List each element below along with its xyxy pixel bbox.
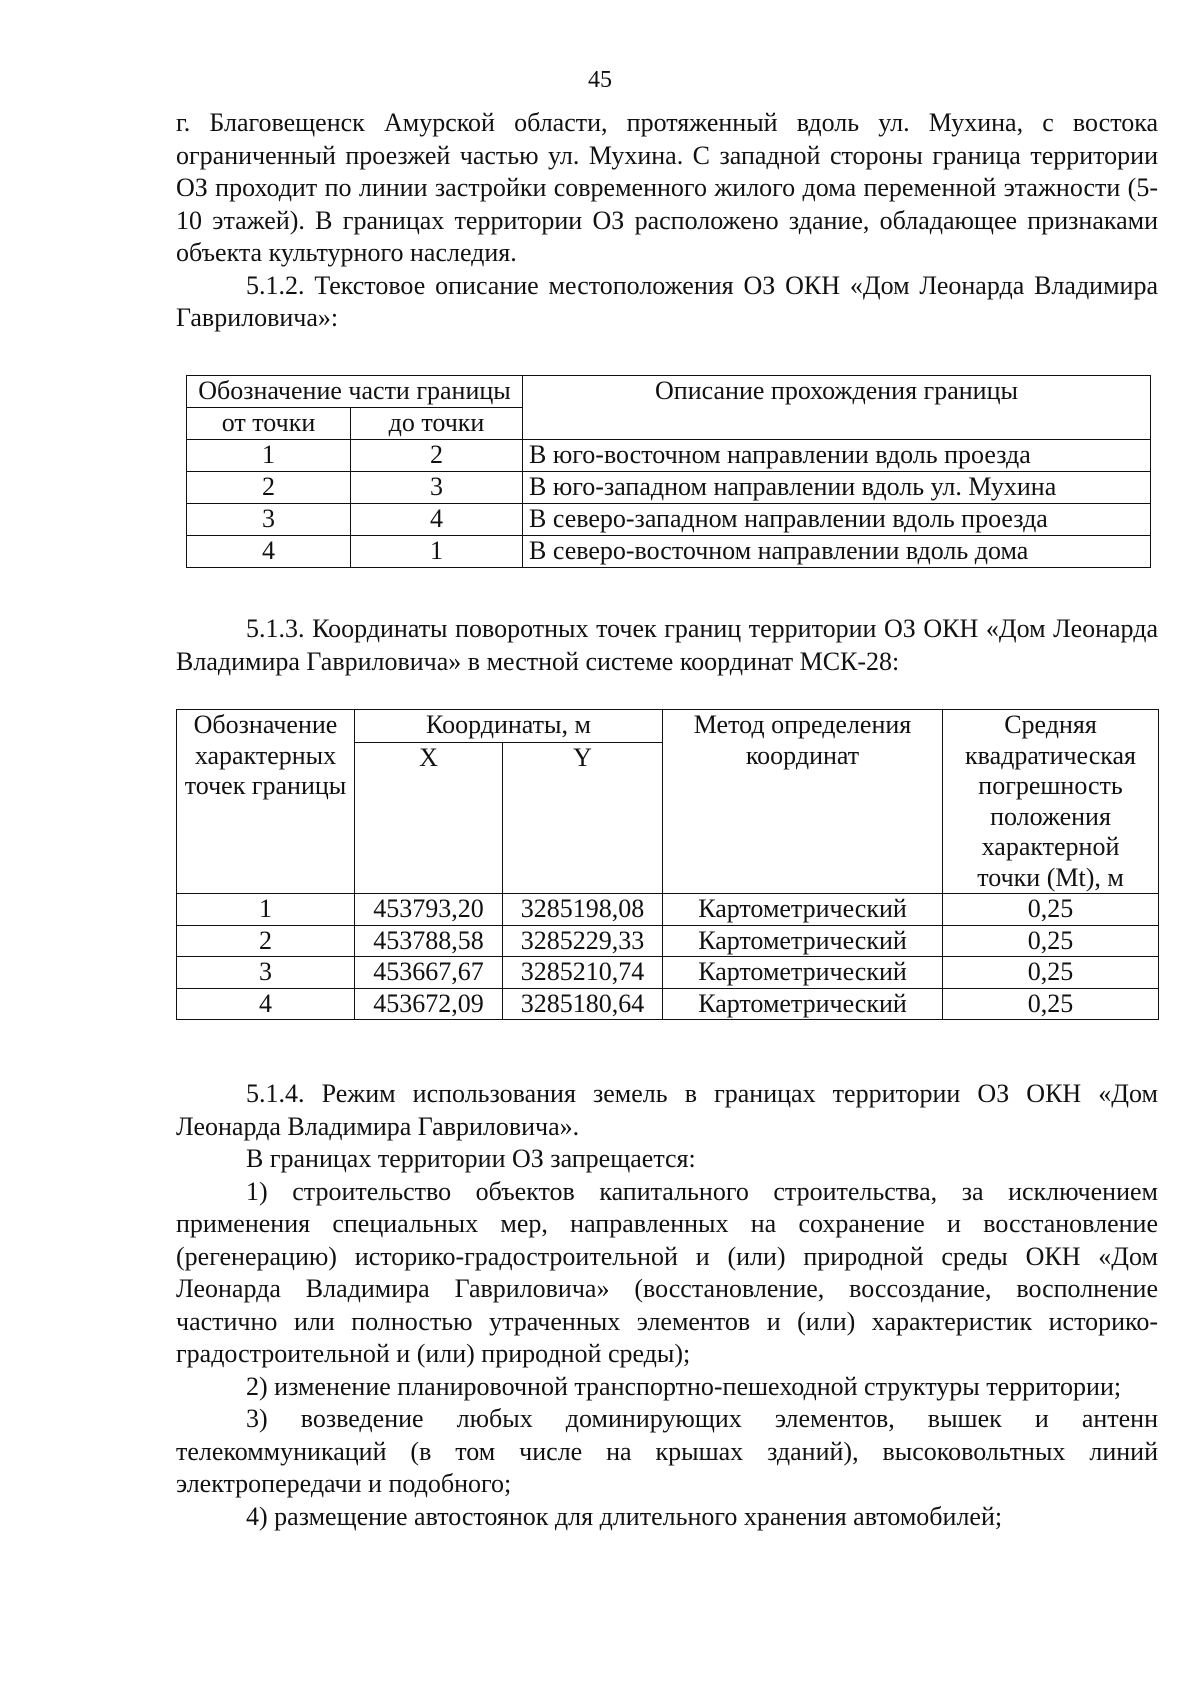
header-point-designation: Обозначение характерных точек границы: [177, 710, 355, 894]
error-cell: 0,25: [943, 988, 1159, 1020]
description-cell: В юго-восточном направлении вдоль проезда: [523, 440, 1151, 472]
header-method: Метод определения координат: [663, 710, 943, 894]
x-cell: 453793,20: [355, 894, 503, 926]
point-cell: 1: [177, 894, 355, 926]
from-point-cell: 4: [187, 536, 351, 568]
section-5-1-3: 5.1.3. Координаты поворотных точек границ территории ОЗ ОКН «Дом Леонарда Владимира Гавриловича» в местной системе координат МСК-28:: [176, 614, 1158, 676]
point-cell: 2: [177, 925, 355, 957]
table-row: [187, 504, 1151, 536]
section-5-1-2: 5.1.2. Текстовое описание местоположения ОЗ ОКН «Дом Леонарда Владимира Гавриловича»:: [176, 270, 1158, 332]
description-cell: В северо-западном направлении вдоль проезда: [523, 504, 1151, 536]
intro-block: [176, 107, 1158, 335]
x-cell: 453672,09: [355, 988, 503, 1020]
to-point-cell: 1: [351, 536, 523, 568]
boundary-description-table: [186, 375, 1151, 568]
table-row: [177, 957, 1159, 989]
point-cell: 3: [177, 957, 355, 989]
table-row: [177, 894, 1159, 926]
table-row: [187, 472, 1151, 504]
table-row: [177, 988, 1159, 1020]
to-point-cell: 3: [351, 472, 523, 504]
header-y: Y: [503, 743, 663, 894]
header-to-point: до точки: [351, 408, 523, 440]
error-cell: 0,25: [943, 957, 1159, 989]
from-point-cell: 1: [187, 440, 351, 472]
x-cell: 453667,67: [355, 957, 503, 989]
point-cell: 4: [177, 988, 355, 1020]
from-point-cell: 3: [187, 504, 351, 536]
header-mean-error: Средняя квадратическая погрешность положения характерной точки (Mt), м: [943, 710, 1159, 894]
page-number: 45: [588, 67, 612, 93]
error-cell: 0,25: [943, 925, 1159, 957]
coordinates-table: [176, 709, 1159, 1020]
y-cell: 3285198,08: [503, 894, 663, 926]
method-cell: Картометрический: [663, 925, 943, 957]
method-cell: Картометрический: [663, 957, 943, 989]
method-cell: Картометрический: [663, 988, 943, 1020]
to-point-cell: 4: [351, 504, 523, 536]
header-from-point: от точки: [187, 408, 351, 440]
x-cell: 453788,58: [355, 925, 503, 957]
to-point-cell: 2: [351, 440, 523, 472]
prohibited-intro: В границах территории ОЗ запрещается:: [246, 1144, 696, 1173]
header-boundary-description: Описание прохождения границы: [523, 376, 1151, 440]
error-cell: 0,25: [943, 894, 1159, 926]
header-boundary-part: Обозначение части границы: [187, 376, 523, 408]
table-row: [187, 536, 1151, 568]
section-5-1-3-block: [176, 613, 1158, 678]
method-cell: Картометрический: [663, 894, 943, 926]
table-row: [187, 440, 1151, 472]
intro-paragraph: г. Благовещенск Амурской области, протяженный вдоль ул. Мухина, с востока ограниченный проезжей частью ул. Мухина. С западной стороны граница территории ОЗ проходит по линии застройки современного жилого дома переменной этажности (5-10 этажей). В границах территории ОЗ расположено здание, обладающее признаками объекта культурного наследия.: [176, 108, 1158, 267]
from-point-cell: 2: [187, 472, 351, 504]
description-cell: В северо-восточном направлении вдоль дома: [523, 536, 1151, 568]
header-x: X: [355, 743, 503, 894]
y-cell: 3285180,64: [503, 988, 663, 1020]
table-row: [177, 925, 1159, 957]
section-5-1-4: 5.1.4. Режим использования земель в границах территории ОЗ ОКН «Дом Леонарда Владимира Гавриловича».: [176, 1079, 1158, 1141]
list-item: 3) возведение любых доминирующих элементов, вышек и антенн телекоммуникаций (в том числе на крышах зданий), высоковольтных линий электропередачи и подобного;: [176, 1404, 1158, 1498]
section-5-1-4-block: [176, 1078, 1158, 1533]
list-item: 1) строительство объектов капитального строительства, за исключением применения специальных мер, направленных на сохранение и восстановление (регенерацию) историко-градостроительной и (или) природной среды ОКН «Дом Леонарда Владимира Гавриловича» (восстановление, воссоздание, восполнение частично или полностью утраченных элементов и (или) характеристик историко-градостроительной и (или) природной среды);: [176, 1176, 1158, 1368]
list-item: 4) размещение автостоянок для длительного хранения автомобилей;: [246, 1501, 1003, 1531]
list-item: 2) изменение планировочной транспортно-пешеходной структуры территории;: [246, 1371, 1122, 1401]
description-cell: В юго-западном направлении вдоль ул. Мухина: [523, 472, 1151, 504]
y-cell: 3285229,33: [503, 925, 663, 957]
y-cell: 3285210,74: [503, 957, 663, 989]
header-coordinates: Координаты, м: [355, 710, 663, 743]
